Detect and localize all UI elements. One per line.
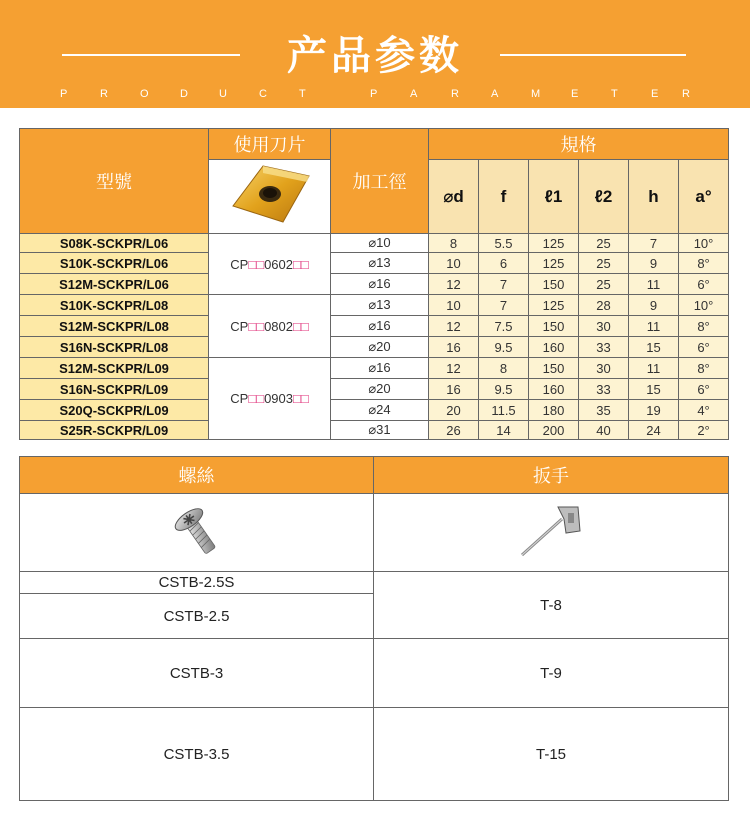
model-header: 型號 xyxy=(20,129,209,234)
table-row xyxy=(20,337,729,358)
diameter-cell: ⌀16 xyxy=(331,316,429,337)
spec-value-l2: 33 xyxy=(579,379,629,400)
spec-value-f: 8 xyxy=(479,358,529,379)
model-cell: S25R-SCKPR/L09 xyxy=(20,421,209,440)
spec-value-l2: 30 xyxy=(579,316,629,337)
subtitle-letter: C xyxy=(259,88,267,100)
spec-value-l2: 25 xyxy=(579,253,629,274)
spec-value-a: 8° xyxy=(679,358,729,379)
header-banner xyxy=(0,0,750,108)
subtitle-letter: E xyxy=(571,88,579,100)
accessories-table xyxy=(19,456,729,801)
table-row xyxy=(20,274,729,295)
diameter-cell: ⌀10 xyxy=(331,234,429,253)
spec-value-l2: 40 xyxy=(579,421,629,440)
blade-cell: CP□□0802□□ xyxy=(209,295,331,358)
subtitle-letter: A xyxy=(491,88,499,100)
spec-value-h: 7 xyxy=(629,234,679,253)
diameter-header: 加工徑 xyxy=(331,129,429,234)
spec-value-d: 12 xyxy=(429,274,479,295)
spec-value-f: 9.5 xyxy=(479,337,529,358)
spec-value-d: 8 xyxy=(429,234,479,253)
spec-value-d: 10 xyxy=(429,295,479,316)
spec-value-l2: 35 xyxy=(579,400,629,421)
spec-symbol-header: h xyxy=(629,160,679,234)
subtitle-letter: R xyxy=(100,88,108,100)
spec-value-a: 4° xyxy=(679,400,729,421)
diameter-cell: ⌀16 xyxy=(331,358,429,379)
spec-value-l2: 28 xyxy=(579,295,629,316)
spec-value-a: 8° xyxy=(679,316,729,337)
screw-image-cell xyxy=(20,494,374,572)
spec-value-f: 9.5 xyxy=(479,379,529,400)
subtitle-letter: O xyxy=(140,88,149,100)
spec-value-l2: 33 xyxy=(579,337,629,358)
subtitle-letter: T xyxy=(611,88,618,100)
spec-symbol-header: ℓ2 xyxy=(579,160,629,234)
spec-value-a: 10° xyxy=(679,295,729,316)
wrench-model: T-9 xyxy=(374,639,729,708)
screw-model: CSTB-3 xyxy=(20,639,374,708)
header-rule-right xyxy=(500,54,686,56)
spec-value-l1: 160 xyxy=(529,379,579,400)
model-cell: S08K-SCKPR/L06 xyxy=(20,234,209,253)
subtitle-letter: M xyxy=(531,88,541,100)
spec-value-l1: 125 xyxy=(529,295,579,316)
spec-value-l2: 25 xyxy=(579,234,629,253)
spec-value-a: 8° xyxy=(679,253,729,274)
diameter-cell: ⌀24 xyxy=(331,400,429,421)
spec-value-a: 6° xyxy=(679,274,729,295)
screw-model: CSTB-3.5 xyxy=(20,708,374,801)
spec-value-d: 20 xyxy=(429,400,479,421)
table-row xyxy=(20,358,729,379)
subtitle-letter: P xyxy=(60,88,68,100)
spec-value-d: 10 xyxy=(429,253,479,274)
insert-image-cell xyxy=(209,160,331,234)
spec-value-l1: 180 xyxy=(529,400,579,421)
table-row xyxy=(20,234,729,253)
spec-value-h: 11 xyxy=(629,274,679,295)
spec-value-h: 15 xyxy=(629,379,679,400)
spec-symbol-header: f xyxy=(479,160,529,234)
wrench-model: T-15 xyxy=(374,708,729,801)
model-cell: S20Q-SCKPR/L09 xyxy=(20,400,209,421)
torx-wrench-icon xyxy=(516,501,586,561)
table-row xyxy=(20,379,729,400)
model-cell: S16N-SCKPR/L09 xyxy=(20,379,209,400)
table-row xyxy=(20,400,729,421)
blade-header: 使用刀片 xyxy=(209,129,331,160)
spec-value-l1: 125 xyxy=(529,253,579,274)
subtitle-letter: A xyxy=(410,88,418,100)
spec-value-l1: 125 xyxy=(529,234,579,253)
subtitle-letter: R xyxy=(451,88,459,100)
carbide-insert-icon xyxy=(225,162,315,228)
wrench-image-cell xyxy=(374,494,729,572)
spec-value-d: 16 xyxy=(429,337,479,358)
spec-value-h: 15 xyxy=(629,337,679,358)
spec-value-h: 11 xyxy=(629,358,679,379)
model-cell: S10K-SCKPR/L08 xyxy=(20,295,209,316)
spec-value-l1: 200 xyxy=(529,421,579,440)
spec-value-a: 6° xyxy=(679,379,729,400)
spec-value-h: 9 xyxy=(629,295,679,316)
table-row xyxy=(20,253,729,274)
spec-value-h: 19 xyxy=(629,400,679,421)
spec-value-l2: 25 xyxy=(579,274,629,295)
spec-value-f: 14 xyxy=(479,421,529,440)
diameter-cell: ⌀13 xyxy=(331,295,429,316)
screw-model: CSTB-2.5 xyxy=(20,594,374,639)
wrench-header: 扳手 xyxy=(374,457,729,494)
subtitle-letter: U xyxy=(219,88,227,100)
spec-value-f: 6 xyxy=(479,253,529,274)
spec-value-d: 16 xyxy=(429,379,479,400)
torx-screw-icon xyxy=(167,503,227,559)
spec-value-l1: 150 xyxy=(529,274,579,295)
model-cell: S12M-SCKPR/L09 xyxy=(20,358,209,379)
screw-model: CSTB-2.5S xyxy=(20,572,374,594)
diameter-cell: ⌀16 xyxy=(331,274,429,295)
spec-value-f: 7.5 xyxy=(479,316,529,337)
subtitle-letter: R xyxy=(682,88,690,100)
spec-value-h: 24 xyxy=(629,421,679,440)
screw-header: 螺絲 xyxy=(20,457,374,494)
spec-symbol-header: ℓ1 xyxy=(529,160,579,234)
parameter-table xyxy=(19,128,729,440)
spec-value-l1: 160 xyxy=(529,337,579,358)
diameter-cell: ⌀20 xyxy=(331,379,429,400)
spec-value-f: 7 xyxy=(479,274,529,295)
spec-value-l1: 150 xyxy=(529,358,579,379)
blade-cell: CP□□0903□□ xyxy=(209,358,331,440)
spec-value-h: 11 xyxy=(629,316,679,337)
spec-symbol-header: ⌀d xyxy=(429,160,479,234)
spec-value-f: 11.5 xyxy=(479,400,529,421)
subtitle-letter: E xyxy=(651,88,659,100)
diameter-cell: ⌀13 xyxy=(331,253,429,274)
model-cell: S12M-SCKPR/L08 xyxy=(20,316,209,337)
page-subtitle xyxy=(0,88,750,102)
model-cell: S10K-SCKPR/L06 xyxy=(20,253,209,274)
wrench-model: T-8 xyxy=(374,572,729,639)
spec-value-h: 9 xyxy=(629,253,679,274)
spec-value-a: 6° xyxy=(679,337,729,358)
spec-header: 規格 xyxy=(429,129,729,160)
spec-value-d: 26 xyxy=(429,421,479,440)
spec-value-l1: 150 xyxy=(529,316,579,337)
spec-value-d: 12 xyxy=(429,316,479,337)
spec-value-a: 2° xyxy=(679,421,729,440)
model-cell: S12M-SCKPR/L06 xyxy=(20,274,209,295)
spec-symbol-header: a° xyxy=(679,160,729,234)
subtitle-letter: P xyxy=(370,88,378,100)
table-row xyxy=(20,295,729,316)
diameter-cell: ⌀20 xyxy=(331,337,429,358)
table-row xyxy=(20,421,729,440)
model-cell: S16N-SCKPR/L08 xyxy=(20,337,209,358)
spec-value-d: 12 xyxy=(429,358,479,379)
page-title: 产品参数 xyxy=(287,33,463,79)
blade-cell: CP□□0602□□ xyxy=(209,234,331,295)
spec-value-f: 7 xyxy=(479,295,529,316)
spec-value-f: 5.5 xyxy=(479,234,529,253)
subtitle-letter: T xyxy=(299,88,306,100)
table-row xyxy=(20,316,729,337)
subtitle-letter: D xyxy=(180,88,188,100)
spec-value-l2: 30 xyxy=(579,358,629,379)
spec-value-a: 10° xyxy=(679,234,729,253)
diameter-cell: ⌀31 xyxy=(331,421,429,440)
